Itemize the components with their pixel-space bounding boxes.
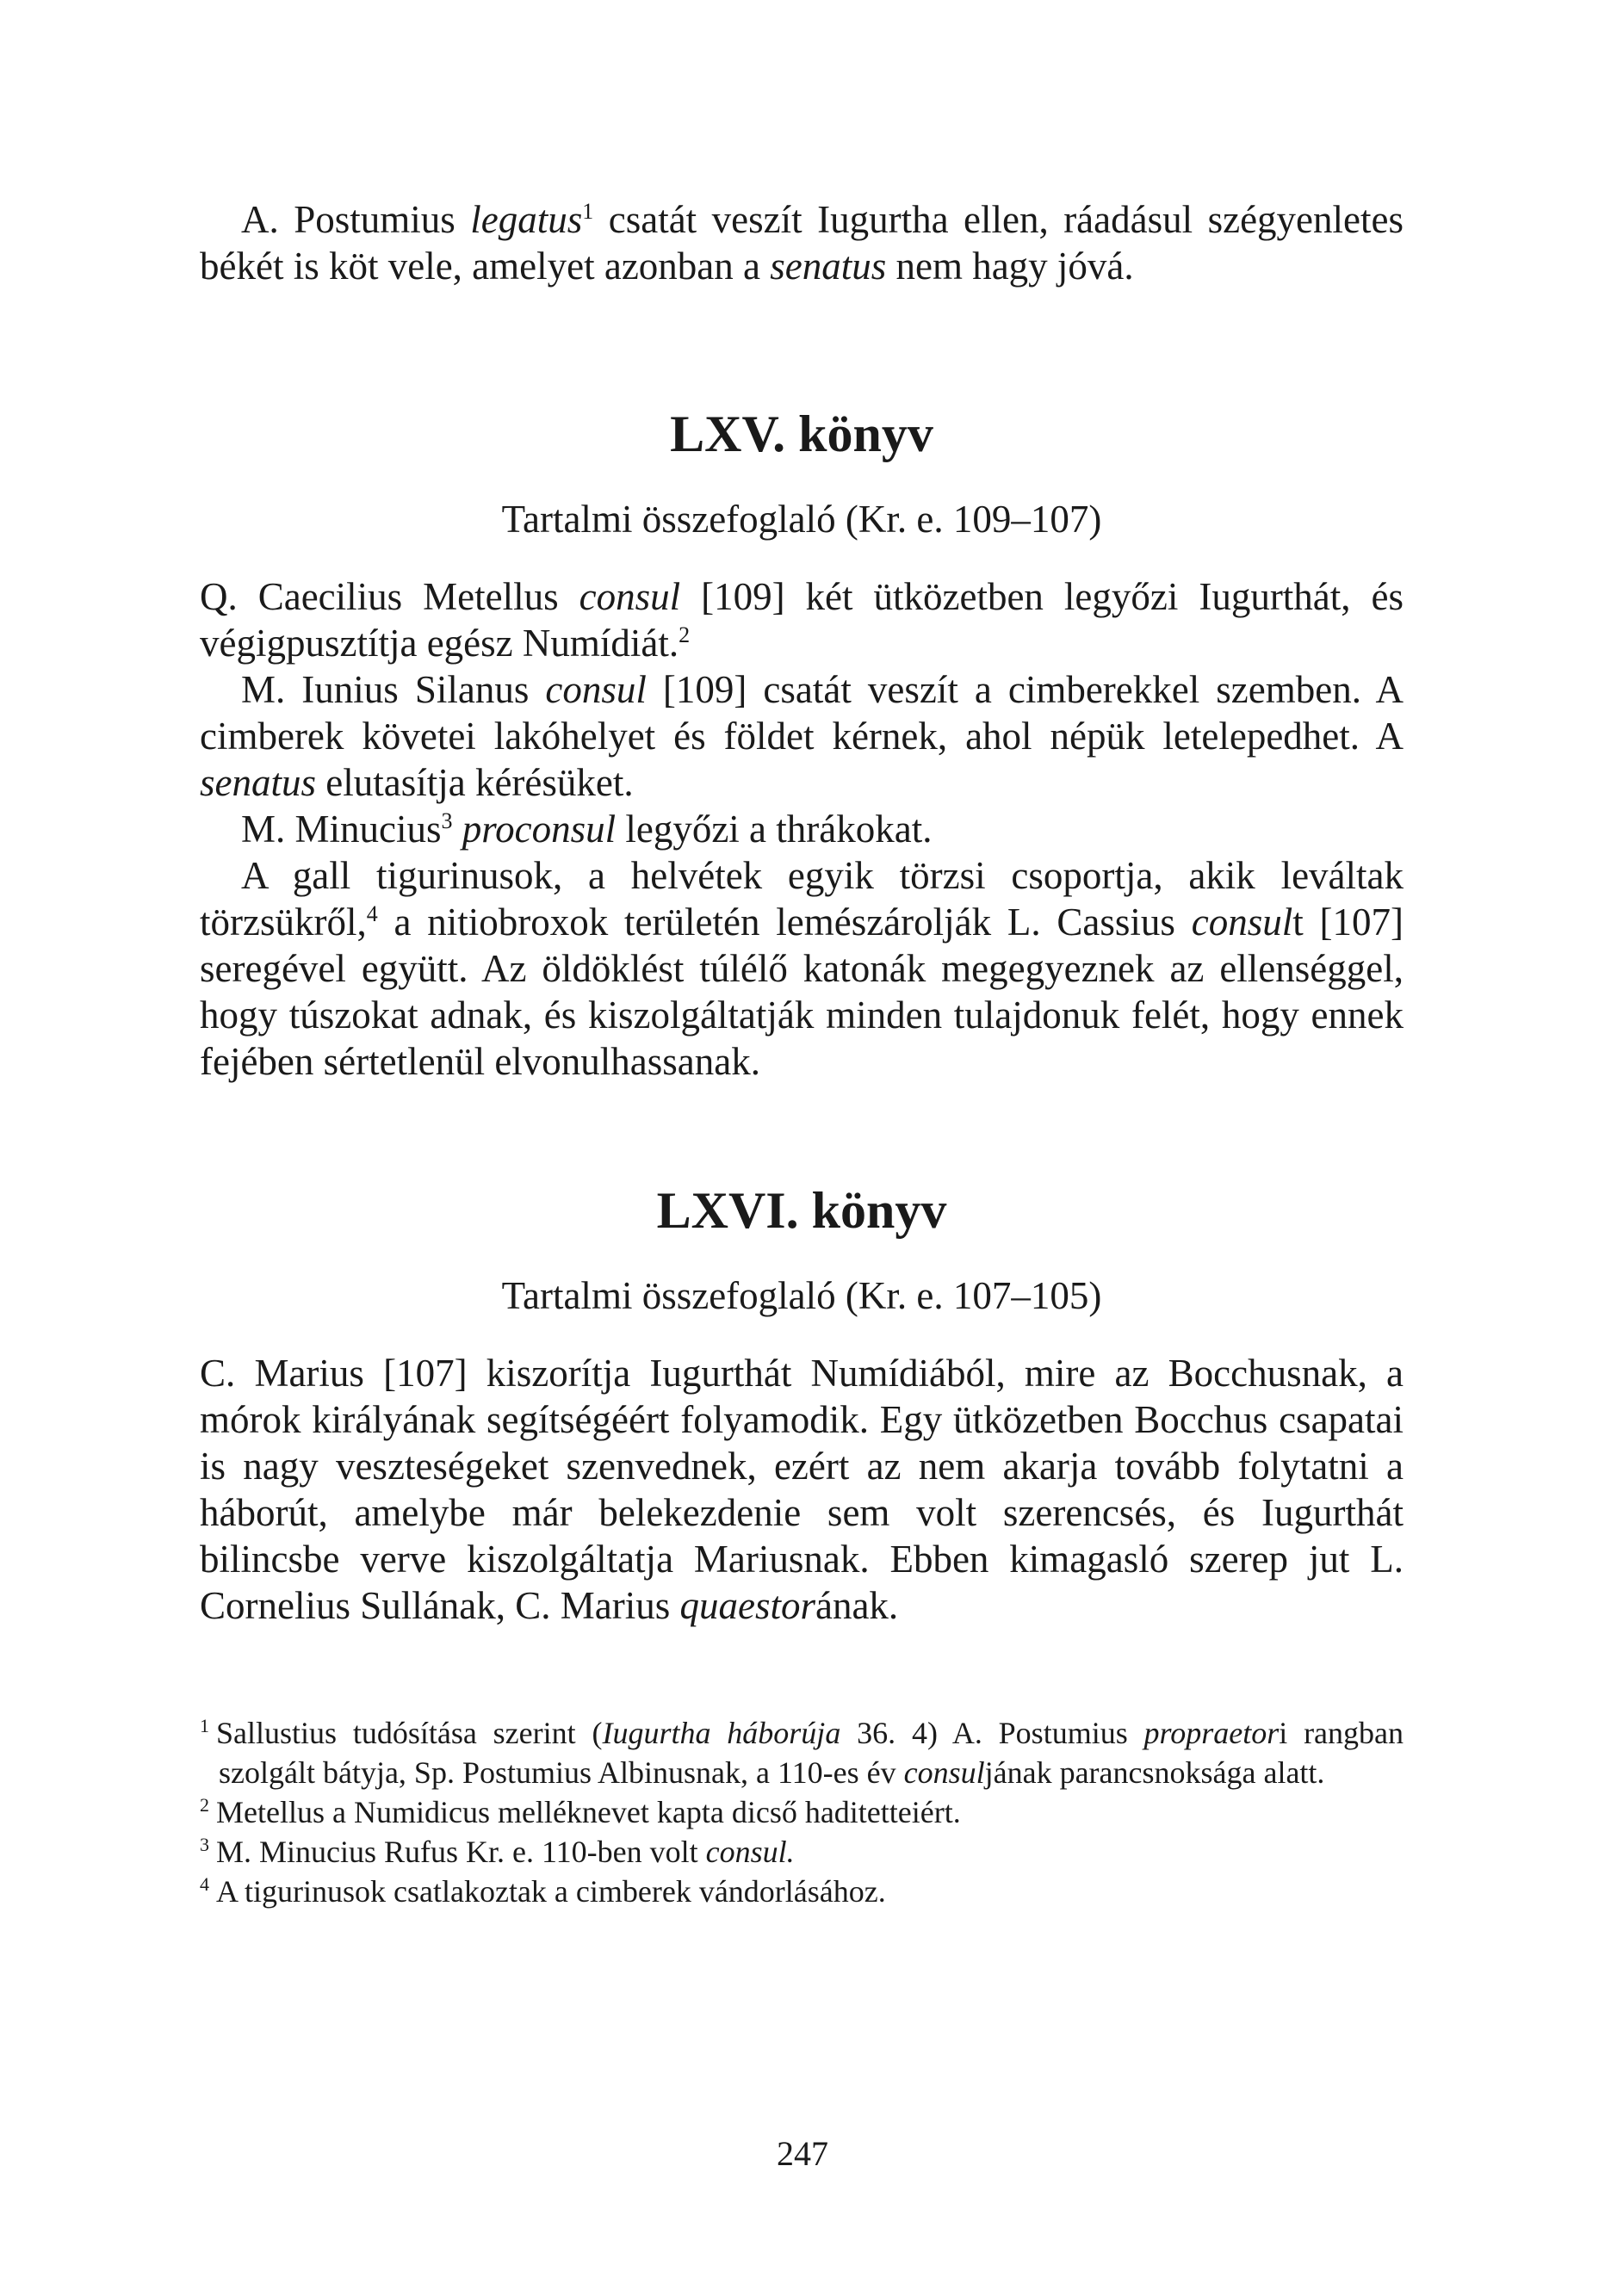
book-65-summary-title: Tartalmi összefoglaló (Kr. e. 109–107) <box>501 498 1102 541</box>
book-66-paragraph-1: C. Marius [107] kiszorítja Iugurthát Numídiából, mire az Bocchusnak, a mórok királyának segítségéért folyamodik. Egy ütközetben Bocchus csapatai is nagy veszteségeket szenvednek, ezért az nem akarja tovább folytatni a háborút, amelybe már belekezdenie sem volt szerencsés, és Iugurthát bilincsbe verve kiszolgáltatja Mariusnak. Ebben kimagasló szerep jut L. Cornelius Sullának, C. Marius quaestorának. <box>200 1352 1404 1627</box>
book-65-paragraph-1: Q. Caecilius Metellus consul [109] két ütközetben legyőzi Iugurthát, és végigpusztítja egész Numídiát.$^2$ <box>200 575 1404 665</box>
footnote-3: $^3$ M. Minucius Rufus Kr. e. 110-ben volt consul. <box>200 1834 795 1869</box>
book-65-paragraph-2: M. Iunius Silanus consul [109] csatát veszít a cimberekkel szemben. A cimberek követei lakóhelyet és földet kérnek, ahol népük letelepedhet. A senatus elutasítja kérésüket. <box>200 668 1404 804</box>
page-body <box>200 196 1404 1911</box>
book-65-title: LXV. könyv <box>670 405 933 462</box>
book-65-paragraph-4: A gall tigurinusok, a helvétek egyik törzsi csoportja, akik leváltak törzsükről,$^4$ a nitiobroxok területén lemészárolják L. Cassius consult [107] seregével együtt. Az öldöklést túlélő katonák megegyeznek az ellenséggel, hogy túszokat adnak, és kiszolgáltatják minden tulajdonuk felét, hogy ennek fejében sértetlenül elvonulhassanak. <box>200 854 1404 1083</box>
page-number: 247 <box>777 2134 828 2173</box>
footnote-ref-2[interactable]: 2 <box>679 622 691 647</box>
book-65-paragraph-3: M. Minucius$^3$ proconsul legyőzi a thrákokat. <box>241 808 933 851</box>
footnotes <box>200 1713 1404 1911</box>
book-66-summary-title: Tartalmi összefoglaló (Kr. e. 107–105) <box>501 1274 1102 1317</box>
footnote-4: $^4$ A tigurinusok csatlakoztak a cimberek vándorlásához. <box>200 1873 886 1909</box>
footnote-1: $^1$ Sallustius tudósítása szerint (Iugurtha háborúja 36. 4) A. Postumius propraetori rangban szolgált bátyja, Sp. Postumius Albinusnak, a 110-es év consuljának parancsnoksága alatt. <box>200 1715 1404 1790</box>
book-66-title: LXVI. könyv <box>656 1182 947 1239</box>
intro-paragraph: A. Postumius legatus$^1$ csatát veszít Iugurtha ellen, ráadásul szégyenletes békét is köt vele, amelyet azonban a senatus nem hagy jóvá. <box>200 198 1404 288</box>
footnote-ref-3[interactable]: 3 <box>441 808 453 833</box>
footnote-2: $^2$ Metellus a Numidicus melléknevet kapta dicső haditetteiért. <box>200 1794 961 1829</box>
footnote-ref-1[interactable]: 1 <box>582 199 594 224</box>
footnote-ref-4[interactable]: 4 <box>366 901 378 926</box>
